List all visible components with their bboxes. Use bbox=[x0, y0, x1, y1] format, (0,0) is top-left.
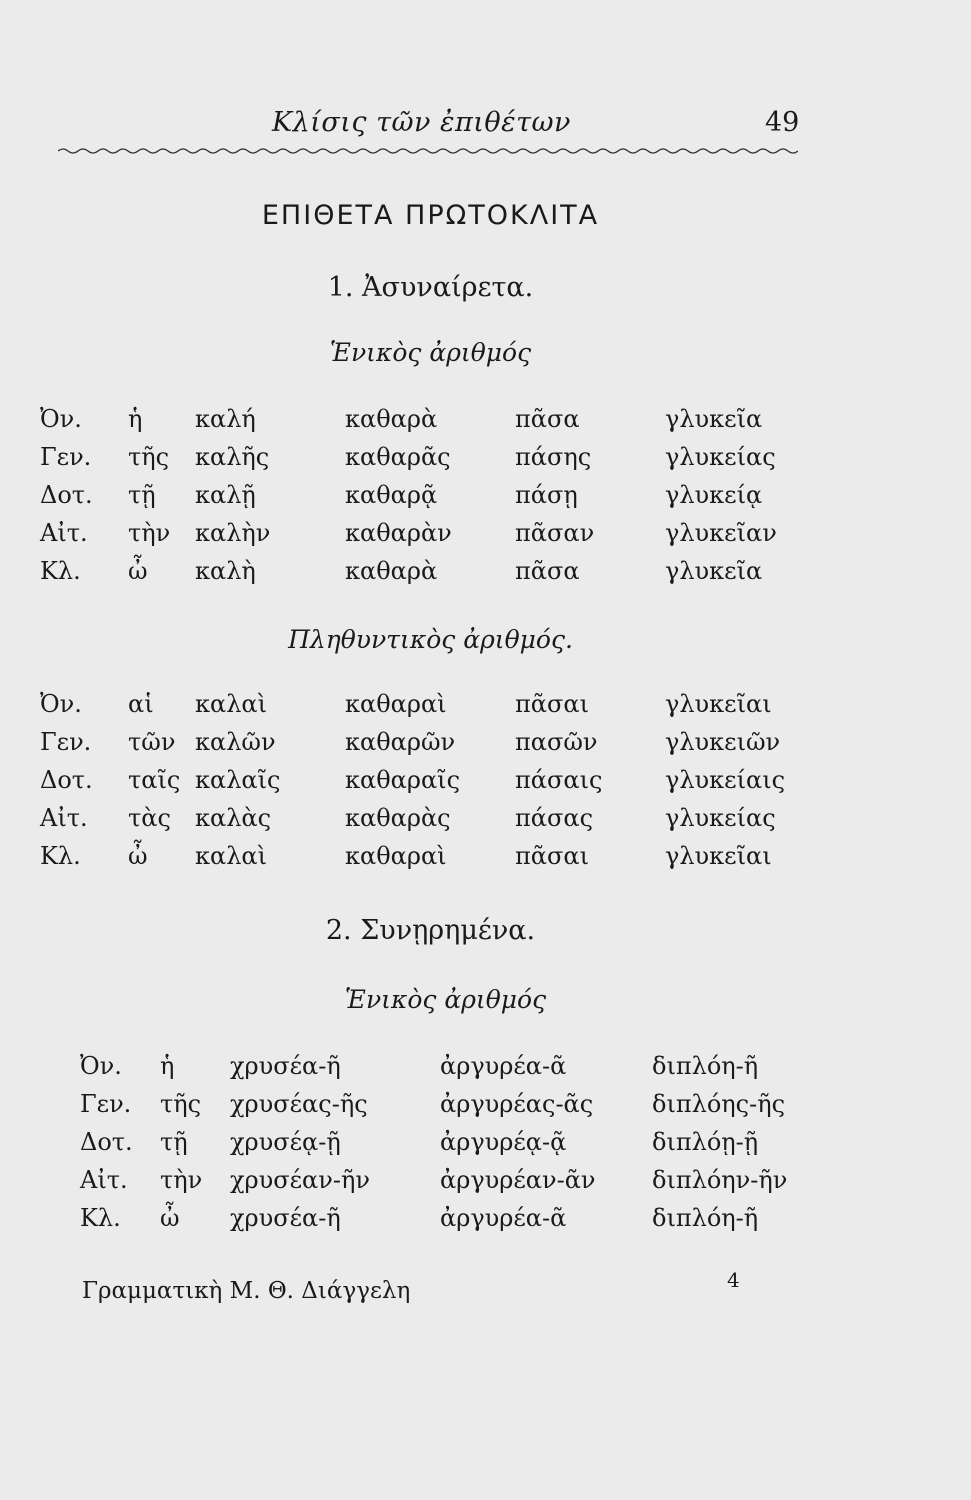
case-label: Ὀν. bbox=[40, 405, 82, 433]
declension-form: πασῶν bbox=[515, 728, 598, 756]
main-title: ΕΠΙΘΕΤΑ ΠΡΩΤΟΚΛΙΤΑ bbox=[261, 200, 600, 231]
declension-form: γλυκείας bbox=[665, 443, 776, 471]
declension-form: χρυσέας-ῆς bbox=[230, 1090, 368, 1118]
plural-row bbox=[0, 728, 971, 768]
declension-form: ἀργυρέαν-ᾶν bbox=[440, 1166, 596, 1194]
contracted-row bbox=[0, 1204, 971, 1244]
declension-form: ἀργυρέᾳ-ᾷ bbox=[440, 1128, 567, 1156]
plural-row bbox=[0, 804, 971, 844]
declension-form: τῆς bbox=[160, 1090, 202, 1118]
case-label: Αἰτ. bbox=[40, 519, 88, 547]
declension-form: αἱ bbox=[128, 690, 154, 718]
declension-form: ἡ bbox=[128, 405, 143, 433]
declension-form: καλαὶ bbox=[195, 690, 268, 718]
declension-form: τῶν bbox=[128, 728, 176, 756]
declension-form: ἡ bbox=[160, 1052, 175, 1080]
declension-form: καθαρὰν bbox=[345, 519, 452, 547]
case-label: Αἰτ. bbox=[40, 804, 88, 832]
declension-form: πάσης bbox=[515, 443, 592, 471]
case-label: Δοτ. bbox=[80, 1128, 133, 1156]
declension-form: καθαρὰ bbox=[345, 557, 438, 585]
declension-form: καθαρᾶς bbox=[345, 443, 451, 471]
declension-form: καλὴ bbox=[195, 557, 256, 585]
contracted-row bbox=[0, 1090, 971, 1130]
declension-form: ὦ bbox=[160, 1204, 180, 1232]
contracted-row bbox=[0, 1166, 971, 1206]
declension-form: καθαρᾷ bbox=[345, 481, 438, 509]
declension-form: πάσαις bbox=[515, 766, 603, 794]
section-2-singular-heading: Ἑνικὸς ἀριθμός bbox=[344, 985, 547, 1014]
declension-form: καθαραὶ bbox=[345, 690, 447, 718]
case-label: Γεν. bbox=[80, 1090, 132, 1118]
declension-form: καλαῖς bbox=[195, 766, 281, 794]
declension-form: χρυσέᾳ-ῇ bbox=[230, 1128, 341, 1156]
case-label: Κλ. bbox=[40, 557, 81, 585]
plural-row bbox=[0, 766, 971, 806]
singular-row bbox=[0, 519, 971, 559]
declension-form: πᾶσαι bbox=[515, 690, 589, 718]
declension-form: τῇ bbox=[128, 481, 156, 509]
singular-row bbox=[0, 481, 971, 521]
section-1-singular-heading: Ἑνικὸς ἀριθμός bbox=[329, 338, 532, 367]
declension-form: διπλόην-ῆν bbox=[652, 1166, 788, 1194]
declension-form: τὴν bbox=[128, 519, 171, 547]
contracted-row bbox=[0, 1052, 971, 1092]
declension-form: πᾶσαν bbox=[515, 519, 595, 547]
declension-form: καθαρὰ bbox=[345, 405, 438, 433]
declension-form: καλῇ bbox=[195, 481, 256, 509]
declension-form: γλυκείᾳ bbox=[665, 481, 763, 509]
declension-form: καλὴν bbox=[195, 519, 271, 547]
declension-form: τῆς bbox=[128, 443, 170, 471]
case-label: Γεν. bbox=[40, 443, 92, 471]
declension-form: καλὰς bbox=[195, 804, 272, 832]
declension-form: διπλόης-ῆς bbox=[652, 1090, 786, 1118]
wavy-rule bbox=[58, 147, 798, 155]
declension-form: καθαρὰς bbox=[345, 804, 451, 832]
case-label: Δοτ. bbox=[40, 766, 93, 794]
declension-form: πάσας bbox=[515, 804, 594, 832]
declension-form: γλυκεῖα bbox=[665, 557, 763, 585]
plural-row bbox=[0, 690, 971, 730]
declension-form: γλυκεῖαν bbox=[665, 519, 777, 547]
declension-form: ἀργυρέα-ᾶ bbox=[440, 1204, 567, 1232]
declension-form: ὦ bbox=[128, 842, 148, 870]
declension-form: πᾶσαι bbox=[515, 842, 589, 870]
declension-form: τὴν bbox=[160, 1166, 203, 1194]
case-label: Κλ. bbox=[40, 842, 81, 870]
page-number: 49 bbox=[765, 107, 800, 138]
declension-form: πᾶσα bbox=[515, 557, 580, 585]
declension-form: διπλόῃ-ῇ bbox=[652, 1128, 759, 1156]
running-head bbox=[0, 103, 971, 143]
declension-form: τὰς bbox=[128, 804, 171, 832]
declension-form: γλυκειῶν bbox=[665, 728, 781, 756]
case-label: Αἰτ. bbox=[80, 1166, 128, 1194]
declension-form: γλυκείας bbox=[665, 804, 776, 832]
declension-form: καλῆς bbox=[195, 443, 270, 471]
case-label: Γεν. bbox=[40, 728, 92, 756]
declension-form: καλαὶ bbox=[195, 842, 268, 870]
case-label: Ὀν. bbox=[80, 1052, 122, 1080]
declension-form: γλυκεῖα bbox=[665, 405, 763, 433]
contracted-row bbox=[0, 1128, 971, 1168]
case-label: Κλ. bbox=[80, 1204, 121, 1232]
running-head-title: Κλίσις τῶν ἐπιθέτων bbox=[272, 107, 571, 138]
section-1-plural-heading: Πληθυντικὸς ἀριθμός. bbox=[288, 625, 573, 654]
declension-form: πᾶσα bbox=[515, 405, 580, 433]
declension-form: τῇ bbox=[160, 1128, 188, 1156]
footer-signature: Γραμματικὴ Μ. Θ. Διάγγελη bbox=[82, 1278, 411, 1304]
declension-form: χρυσέα-ῆ bbox=[230, 1052, 341, 1080]
plural-row bbox=[0, 842, 971, 882]
declension-form: ἀργυρέας-ᾶς bbox=[440, 1090, 594, 1118]
declension-form: καλῶν bbox=[195, 728, 276, 756]
case-label: Δοτ. bbox=[40, 481, 93, 509]
declension-form: γλυκείαις bbox=[665, 766, 786, 794]
singular-row bbox=[0, 557, 971, 597]
singular-row bbox=[0, 443, 971, 483]
singular-row bbox=[0, 405, 971, 445]
declension-form: γλυκεῖαι bbox=[665, 842, 772, 870]
declension-form: καθαραὶ bbox=[345, 842, 447, 870]
declension-form: ταῖς bbox=[128, 766, 181, 794]
declension-form: διπλόη-ῆ bbox=[652, 1052, 759, 1080]
declension-form: γλυκεῖαι bbox=[665, 690, 772, 718]
declension-form: καθαραῖς bbox=[345, 766, 461, 794]
declension-form: ὦ bbox=[128, 557, 148, 585]
footer-signature-number: 4 bbox=[727, 1268, 740, 1292]
declension-form: χρυσέαν-ῆν bbox=[230, 1166, 370, 1194]
declension-form: πάσῃ bbox=[515, 481, 578, 509]
declension-form: καλή bbox=[195, 405, 256, 433]
declension-form: χρυσέα-ῆ bbox=[230, 1204, 341, 1232]
declension-form: καθαρῶν bbox=[345, 728, 456, 756]
declension-form: διπλόη-ῆ bbox=[652, 1204, 759, 1232]
case-label: Ὀν. bbox=[40, 690, 82, 718]
section-1-title: 1. Ἀσυναίρετα. bbox=[327, 272, 534, 303]
section-2-title: 2. Συνῃρημένα. bbox=[325, 915, 536, 946]
declension-form: ἀργυρέα-ᾶ bbox=[440, 1052, 567, 1080]
